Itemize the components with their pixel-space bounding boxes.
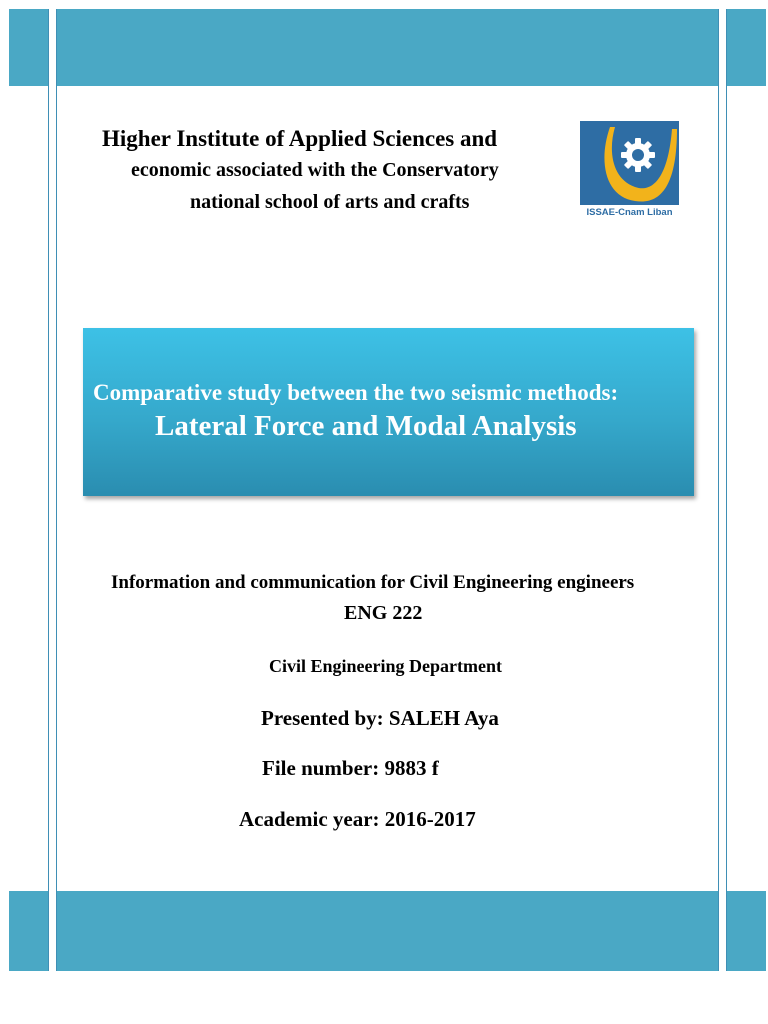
title-main: Lateral Force and Modal Analysis — [155, 410, 577, 442]
institution-line-2: economic associated with the Conservatory — [131, 159, 499, 181]
frame-line-left-inner — [56, 9, 57, 971]
top-band-center — [57, 9, 718, 86]
gear-icon — [580, 121, 679, 205]
logo-emblem — [580, 121, 679, 205]
bottom-band-left — [9, 891, 48, 971]
institution-line-1: Higher Institute of Applied Sciences and — [102, 126, 498, 151]
top-band-left — [9, 9, 48, 86]
frame-line-right-outer — [726, 9, 727, 971]
academic-year: Academic year: 2016-2017 — [239, 807, 476, 831]
course-name: Information and communication for Civil Engineering engineers — [111, 572, 635, 593]
course-code: ENG 222 — [344, 602, 423, 624]
department: Civil Engineering Department — [269, 656, 502, 676]
issae-cnam-logo — [580, 121, 679, 219]
frame-line-right-inner — [718, 9, 719, 971]
file-number: File number: 9883 f — [262, 756, 439, 780]
title-subtitle: Comparative study between the two seismic methods: — [93, 380, 619, 405]
logo-text: ISSAE-Cnam Liban — [586, 207, 673, 218]
institution-line-3: national school of arts and crafts — [190, 191, 470, 213]
bottom-band-right — [727, 891, 766, 971]
bottom-band-center — [57, 891, 718, 971]
top-band-right — [727, 9, 766, 86]
presented-by: Presented by: SALEH Aya — [261, 706, 499, 730]
title-box — [83, 328, 694, 496]
frame-line-left-outer — [48, 9, 49, 971]
